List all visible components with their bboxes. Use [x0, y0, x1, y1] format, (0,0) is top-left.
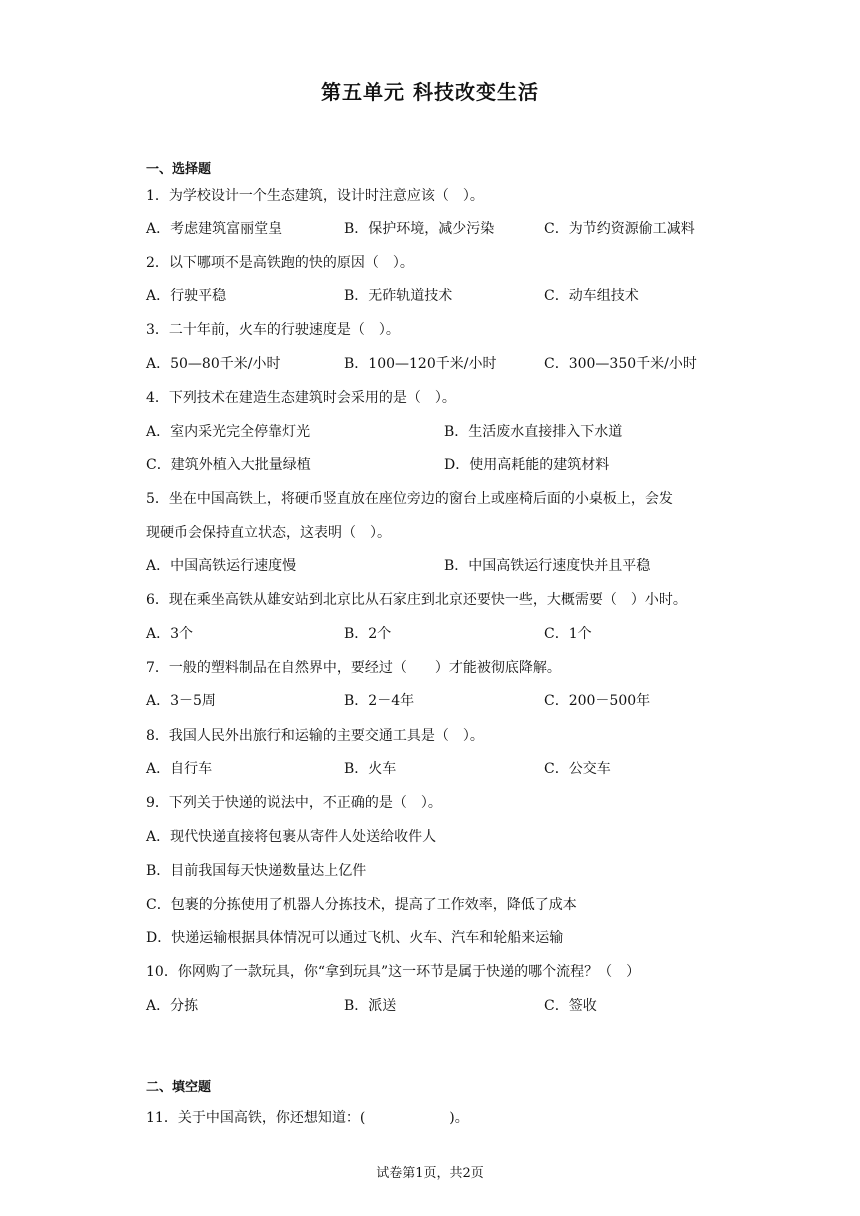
question-2-option-b: B．无砟轨道技术 [344, 288, 453, 304]
question-8-option-c: C．公交车 [544, 761, 611, 777]
question-9-option-b: B．目前我国每天快递数量达上亿件 [146, 863, 367, 879]
question-4-option-b: B．生活废水直接排入下水道 [444, 424, 623, 440]
section-heading-fill: 二、填空题 [146, 1080, 212, 1095]
question-3-option-c: C．300—350千米/小时 [544, 356, 697, 372]
question-7-stem: 7．一般的塑料制品在自然界中，要经过（ ）才能被彻底降解。 [146, 660, 561, 676]
question-6-stem: 6．现在乘坐高铁从雄安站到北京比从石家庄到北京还要快一些，大概需要（ ）小时。 [146, 592, 687, 608]
question-6-option-a: A．3个 [146, 626, 194, 642]
section-heading-choice: 一、选择题 [146, 162, 212, 177]
question-4-option-d: D．使用高耗能的建筑材料 [444, 457, 610, 473]
question-9-stem: 9．下列关于快递的说法中，不正确的是（ ）。 [146, 795, 442, 811]
question-5-stem-cont: 现硬币会保持直立状态，这表明（ ）。 [146, 525, 391, 541]
question-4-option-c: C．建筑外植入大批量绿植 [146, 457, 311, 473]
question-9-option-c: C．包裹的分拣使用了机器人分拣技术，提高了工作效率，降低了成本 [146, 897, 577, 913]
question-6-option-b: B．2个 [344, 626, 392, 642]
question-7-option-c: C．200－500年 [544, 693, 651, 709]
question-11-stem: 11．关于中国高铁，你还想知道：( )。 [146, 1110, 469, 1126]
question-2-stem: 2．以下哪项不是高铁跑的快的原因（ ）。 [146, 255, 414, 271]
question-7-option-b: B．2－4年 [344, 693, 415, 709]
question-5-stem: 5．坐在中国高铁上，将硬币竖直放在座位旁边的窗台上或座椅后面的小桌板上，会发 [146, 491, 673, 507]
question-10-stem: 10．你网购了一款玩具，你“拿到玩具”这一环节是属于快递的哪个流程？（ ） [146, 964, 641, 980]
page-footer: 试卷第1页，共2页 [376, 1166, 484, 1181]
question-6-option-c: C．1个 [544, 626, 592, 642]
question-8-stem: 8．我国人民外出旅行和运输的主要交通工具是（ ）。 [146, 728, 484, 744]
question-10-option-a: A．分拣 [146, 998, 199, 1014]
question-2-option-c: C．动车组技术 [544, 288, 639, 304]
question-1-option-c: C．为节约资源偷工减料 [544, 221, 695, 237]
question-8-option-b: B．火车 [344, 761, 397, 777]
question-5-option-b: B．中国高铁运行速度快并且平稳 [444, 558, 651, 574]
question-3-option-a: A．50—80千米/小时 [146, 356, 281, 372]
question-7-option-a: A．3－5周 [146, 693, 216, 709]
question-3-option-b: B．100—120千米/小时 [344, 356, 497, 372]
question-9-option-a: A．现代快递直接将包裹从寄件人处送给收件人 [146, 829, 437, 845]
question-5-option-a: A．中国高铁运行速度慢 [146, 558, 297, 574]
question-4-stem: 4．下列技术在建造生态建筑时会采用的是（ ）。 [146, 390, 456, 406]
question-10-option-b: B．派送 [344, 998, 397, 1014]
question-1-option-b: B．保护环境，减少污染 [344, 221, 495, 237]
question-1-stem: 1．为学校设计一个生态建筑，设计时注意应该（ ）。 [146, 188, 484, 204]
question-1-option-a: A．考虑建筑富丽堂皇 [146, 221, 283, 237]
question-10-option-c: C．签收 [544, 998, 597, 1014]
question-8-option-a: A．自行车 [146, 761, 213, 777]
question-3-stem: 3．二十年前，火车的行驶速度是（ ）。 [146, 322, 400, 338]
page-title: 第五单元 科技改变生活 [321, 80, 539, 104]
question-9-option-d: D．快递运输根据具体情况可以通过飞机、火车、汽车和轮船来运输 [146, 930, 564, 946]
question-2-option-a: A．行驶平稳 [146, 288, 227, 304]
question-4-option-a: A．室内采光完全停靠灯光 [146, 424, 311, 440]
